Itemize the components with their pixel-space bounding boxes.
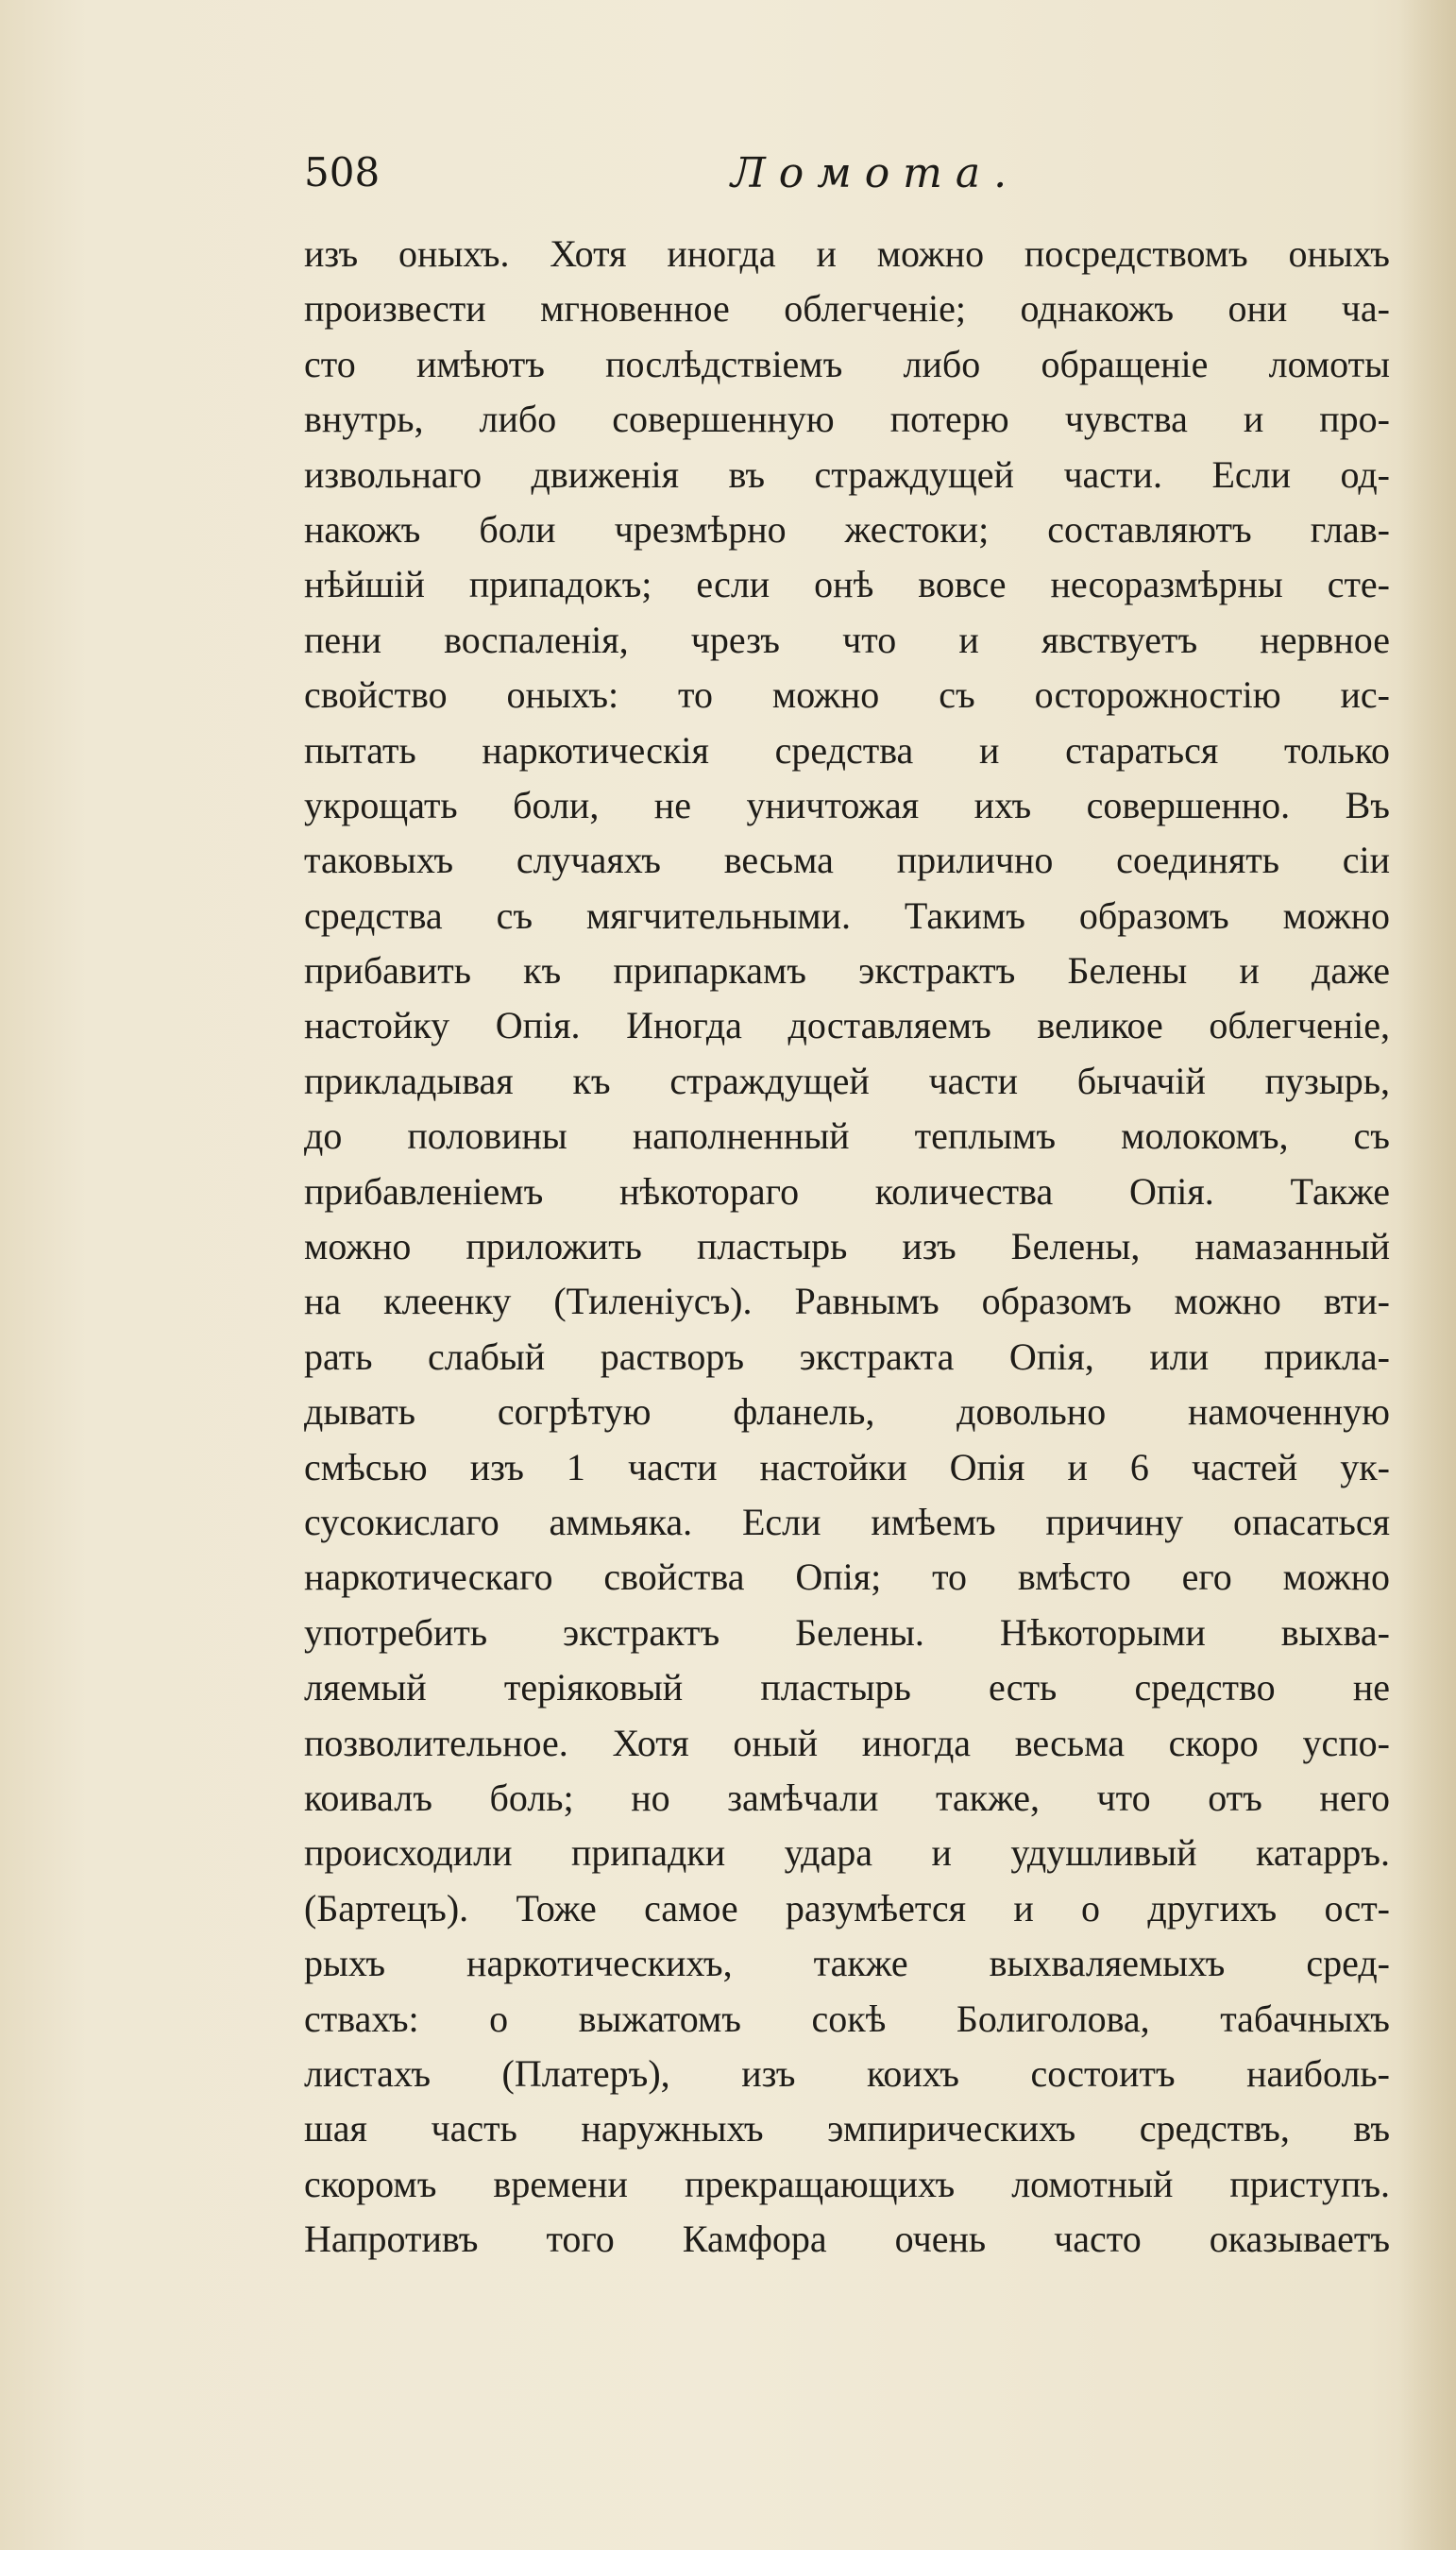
text-line: наркотическаго свойства Опія; то вмѣсто его можно <box>304 1556 1390 1599</box>
text-line: сусокислаго аммьяка. Если имѣемъ причину опасаться <box>304 1500 1390 1543</box>
text-line: ствахъ: о выжатомъ сокѣ Болиголова, табачныхъ <box>304 1997 1390 2040</box>
text-line: ляемый теріяковый пластырь есть средство не <box>304 1666 1390 1709</box>
text-line: средства съ мягчительными. Такимъ образомъ можно <box>304 893 1390 937</box>
text-line: происходили припадки удара и удушливый катарръ. <box>304 1831 1390 1875</box>
text-line: Напротивъ того Камфора очень часто оказываетъ <box>304 2218 1390 2261</box>
text-line: накожъ боли чрезмѣрно жестоки; составляютъ глав- <box>304 507 1390 551</box>
text-line: рать слабый растворъ экстракта Опія, или прикла- <box>304 1334 1390 1378</box>
text-line: дывать согрѣтую фланель, довольно намоченную <box>304 1390 1390 1434</box>
page-header <box>304 149 1390 206</box>
text-line: пытать наркотическія средства и стараться только <box>304 728 1390 772</box>
text-line: пени воспаленія, чрезъ что и явствуетъ нервное <box>304 618 1390 661</box>
page-edge-shadow <box>1399 0 1456 2550</box>
text-line: прибавить къ припаркамъ экстрактъ Белены и даже <box>304 949 1390 993</box>
body-text <box>304 227 1390 2267</box>
text-line: таковыхъ случаяхъ весьма прилично соединять сіи <box>304 839 1390 882</box>
text-line: листахъ (Платеръ), изъ коихъ состоитъ наиболь- <box>304 2051 1390 2095</box>
running-title: Ломота. <box>731 149 1021 197</box>
page-number: 508 <box>304 149 381 196</box>
text-line: извольнаго движенія въ страждущей части. Если од- <box>304 452 1390 496</box>
text-line: настойку Опія. Иногда доставляемъ великое облегченіе, <box>304 1004 1390 1047</box>
text-line: смѣсью изъ 1 части настойки Опія и 6 частей ук- <box>304 1445 1390 1488</box>
text-line: внутрь, либо совершенную потерю чувства и про- <box>304 398 1390 441</box>
text-line: сто имѣютъ послѣдствіемъ либо обращеніе ломоты <box>304 342 1390 385</box>
text-line: коивалъ боль; но замѣчали также, что отъ него <box>304 1776 1390 1819</box>
text-line: изъ оныхъ. Хотя иногда и можно посредствомъ оныхъ <box>304 232 1390 275</box>
text-line: нѣйшій припадокъ; если онѣ вовсе несоразмѣрны сте- <box>304 563 1390 606</box>
text-line: (Бартецъ). Тоже самое разумѣется и о другихъ ост- <box>304 1886 1390 1930</box>
text-line: можно приложить пластырь изъ Белены, намазанный <box>304 1225 1390 1268</box>
text-line: скоромъ времени прекращающихъ ломотный приступъ. <box>304 2162 1390 2205</box>
text-line: до половины наполненный теплымъ молокомъ, съ <box>304 1114 1390 1158</box>
text-line: произвести мгновенное облегченіе; однакожъ они ча- <box>304 287 1390 331</box>
text-line: прибавленіемъ нѣкотораго количества Опія. Также <box>304 1169 1390 1213</box>
text-line: употребить экстрактъ Белены. Нѣкоторыми выхва- <box>304 1610 1390 1654</box>
text-line: рыхъ наркотическихъ, также выхваляемыхъ сред- <box>304 1942 1390 1985</box>
text-line: шая часть наружныхъ эмпирическихъ средствъ, въ <box>304 2107 1390 2150</box>
text-line: прикладывая къ страждущей части бычачій пузырь, <box>304 1059 1390 1102</box>
text-line: позволительное. Хотя оный иногда весьма скоро успо- <box>304 1721 1390 1764</box>
text-line: на клеенку (Тиленіусъ). Равнымъ образомъ можно вти- <box>304 1280 1390 1323</box>
text-line: свойство оныхъ: то можно съ осторожностію ис- <box>304 673 1390 717</box>
text-line: укрощать боли, не уничтожая ихъ совершенно. Въ <box>304 783 1390 826</box>
